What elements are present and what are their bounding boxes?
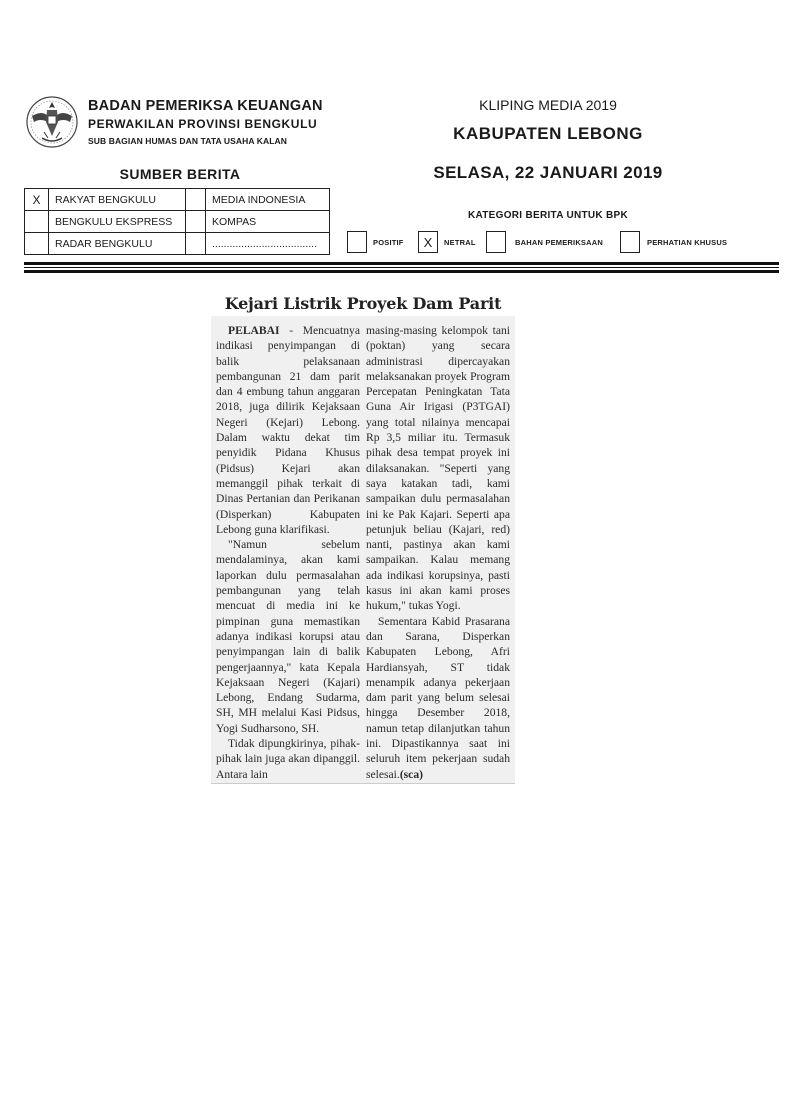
source-row (25, 233, 330, 255)
article-credit: (sca) (399, 767, 423, 781)
source-checkbox (186, 189, 206, 211)
source-name: KOMPAS (206, 211, 330, 233)
category-bahan-pemeriksaan (486, 231, 603, 253)
garuda-emblem-icon (24, 92, 80, 154)
organization-branch: PERWAKILAN PROVINSI BENGKULU (88, 117, 318, 131)
category-checkbox (486, 231, 506, 253)
category-label: PERHATIAN KHUSUS (647, 237, 728, 247)
category-label: BAHAN PEMERIKSAAN (515, 237, 603, 247)
category-label: POSITIF (373, 237, 404, 247)
category-positif (347, 231, 404, 253)
article-text: - Mencuatnya indikasi penyimpangan di balik pelaksanaan pembangunan 21 dam parit dan 4 embung tahun anggaran 2018, juga dilirik Kejaksaan Negeri (Kejari) Lebong. Dalam waktu dekat tim penyidik Pidana Khusus (Pidsus) Kejari akan memanggil pihak terkait di Dinas Pertanian dan Perikanan (Disperkan) Kabupaten Lebong guna klarifikasi. (216, 324, 360, 536)
source-name: RADAR BENGKULU (49, 233, 186, 255)
article-paragraph: Tidak dipungkirinya, pihak-pihak lain juga akan dipanggil. Antara lain (216, 737, 360, 781)
category-perhatian-khusus (620, 231, 727, 253)
article-paragraph (216, 323, 360, 537)
header-divider (24, 267, 779, 268)
article-text: Sementara Kabid Prasarana dan Sarana, Disperkan Kabupaten Lebong, Afri Hardiansyah, ST tidak menampik adanya pekerjaan dam parit yang belum selesai hingga Desember 2018, namun tetap dilanjutkan tahun ini. Dipastikannya saat ini seluruh item pekerjaan sudah selesai. (366, 614, 510, 781)
source-checkbox (186, 233, 206, 255)
source-title: SUMBER BERITA (119, 166, 241, 182)
category-netral (418, 231, 476, 253)
source-name: .................................... (206, 233, 330, 255)
source-checkbox: X (25, 189, 49, 211)
organization-subdivision: SUB BAGIAN HUMAS DAN TATA USAHA KALAN (88, 136, 288, 146)
source-checkbox (186, 211, 206, 233)
organization-block (88, 97, 323, 147)
article-paragraph: "Namun sebelum mendalaminya, akan kami laporkan dulu permasalahan pembangunan yang telah mencuat di media ini ke pimpinan guna memastikan adanya indikasi korupsi atau penyimpangan lain di balik pengerjaannya," kata Kepala Kejaksaan Negeri (Kajari) Lebong, Endang Sudarma, SH, MH melalui Kasi Pidsus, Yogi Sudharsono, SH. (216, 538, 360, 735)
header-divider (24, 262, 779, 265)
publication-date: SELASA, 22 JANUARI 2019 (433, 163, 663, 182)
source-name: MEDIA INDONESIA (206, 189, 330, 211)
article-column-2 (366, 323, 510, 782)
source-row (25, 211, 330, 233)
category-label: NETRAL (444, 237, 476, 247)
organization-name: BADAN PEMERIKSA KEUANGAN (88, 98, 323, 114)
category-checkbox (347, 231, 367, 253)
kliping-title: KLIPING MEDIA 2019 (479, 97, 617, 113)
article-paragraph (366, 614, 510, 782)
source-table (24, 188, 330, 255)
source-row (25, 189, 330, 211)
region-title: KABUPATEN LEBONG (453, 124, 643, 143)
source-name: RAKYAT BENGKULU (49, 189, 186, 211)
article-column-1 (216, 323, 360, 782)
category-checkbox (620, 231, 640, 253)
article-headline: Kejari Listrik Proyek Dam Parit (224, 294, 502, 313)
header-divider (24, 270, 779, 273)
source-name: BENGKULU EKSPRESS (49, 211, 186, 233)
category-checkbox: X (418, 231, 438, 253)
article-paragraph: masing-masing kelompok tani (poktan) yang secara administrasi dipercayakan melaksanakan proyek Program Percepatan Peningkatan Tata Guna Air Irigasi (P3TGAI) yang total nilainya mencapai Rp 3,5 miliar itu. Termasuk pihak desa tempat proyek ini dilaksanakan. "Seperti yang saya katakan tadi, kami sampaikan dulu permasalahan ini ke Pak Kajari. Seperti apa petunjuk beliau (Kajari, red) nanti, pastinya akan kami sampaikan. Kalau memang ada indikasi korupsinya, pasti kasus ini akan kami proses hukum," tukas Yogi. (366, 324, 510, 613)
source-checkbox (25, 211, 49, 233)
source-checkbox (25, 233, 49, 255)
article-dateline: PELABAI (228, 324, 280, 337)
category-title: KATEGORI BERITA UNTUK BPK (467, 210, 629, 221)
